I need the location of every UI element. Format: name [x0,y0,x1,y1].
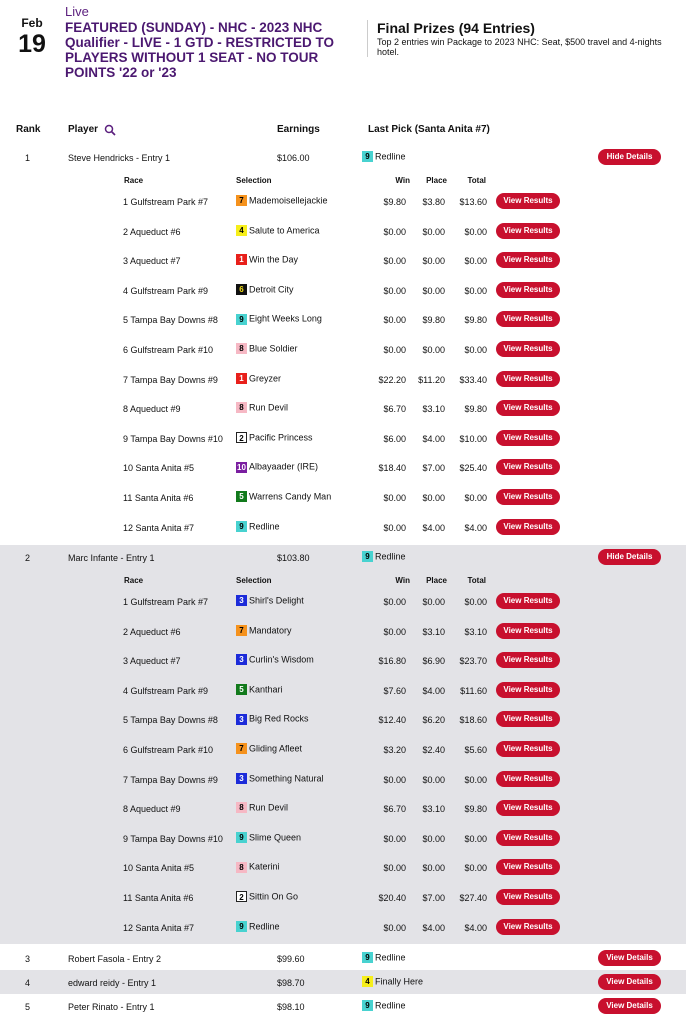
race-win: $0.00 [383,522,406,533]
race-place: $0.00 [422,285,445,296]
race-place: $0.00 [422,833,445,844]
race-name: 2 Aqueduct #6 [123,226,181,237]
entry-rank: 5 [25,1002,31,1012]
saddle-cloth-badge: 5 [236,491,247,502]
column-last-pick: Last Pick (Santa Anita #7) [368,124,490,135]
sub-column-race: Race [124,176,144,185]
horse-name: Redline [375,1000,406,1011]
sub-column-win: Win [395,176,410,185]
saddle-cloth-badge: 1 [236,373,247,384]
race-selection [236,432,313,443]
leaderboard-entry [0,145,686,544]
hide-details-button[interactable]: Hide Details [598,149,661,165]
race-win: $0.00 [383,493,406,503]
contest-header [0,0,686,100]
race-win: $20.40 [378,893,406,903]
entry-earnings: $98.70 [277,978,305,988]
date-day: 19 [18,30,46,58]
saddle-cloth-badge: 4 [362,976,373,987]
view-results-button[interactable]: View Results [496,282,560,298]
race-place: $0.00 [422,256,445,267]
saddle-cloth-badge: 9 [236,832,247,843]
race-place: $3.10 [422,804,445,815]
entry-rank: 4 [25,978,31,988]
saddle-cloth-badge: 5 [236,684,247,695]
race-name: 5 Tampa Bay Downs #8 [123,315,218,326]
race-win: $0.00 [383,597,406,607]
view-details-button[interactable]: View Details [598,998,661,1014]
race-selection [236,891,298,902]
horse-name: Kanthari [249,684,283,695]
hide-details-button[interactable]: Hide Details [598,549,661,565]
race-place: $0.00 [422,493,445,503]
race-name: 10 Santa Anita #5 [123,863,195,874]
horse-name: Run Devil [249,402,289,413]
race-win: $16.80 [378,656,406,667]
view-results-button[interactable]: View Results [496,489,560,505]
race-place: $9.80 [422,315,445,326]
race-total: $23.70 [459,656,487,667]
sub-column-total: Total [467,576,486,585]
race-place: $4.00 [422,685,445,696]
race-total: $13.60 [459,197,487,207]
saddle-cloth-badge: 6 [236,284,247,295]
race-total: $0.00 [464,256,487,267]
race-selection [236,861,280,872]
entry-rank: 3 [25,954,31,964]
column-rank[interactable]: Rank [16,124,41,135]
saddle-cloth-badge: 8 [236,343,247,354]
live-status: Live [65,4,89,19]
race-total: $25.40 [459,463,487,474]
race-place: $6.20 [422,715,445,726]
sub-column-place: Place [426,576,447,585]
race-selection [236,743,302,754]
view-results-button[interactable]: View Results [496,919,560,935]
column-player[interactable]: Player [68,124,99,135]
view-results-button[interactable]: View Results [496,859,560,875]
view-details-button[interactable]: View Details [598,974,661,990]
view-results-button[interactable]: View Results [496,459,560,475]
race-place: $11.20 [418,374,445,385]
race-win: $22.20 [378,374,406,385]
horse-name: Warrens Candy Man [249,491,332,502]
entry-player-name: edward reidy - Entry 1 [68,978,157,988]
view-results-button[interactable]: View Results [496,741,560,757]
race-win: $0.00 [383,922,406,933]
entry-last-pick [362,1000,406,1011]
race-win: $0.00 [383,226,406,237]
race-name: 10 Santa Anita #5 [123,463,195,474]
contest-date [14,16,50,58]
sub-column-selection: Selection [236,576,272,585]
race-name: 12 Santa Anita #7 [123,922,195,933]
view-results-button[interactable]: View Results [496,341,560,357]
sub-column-race: Race [124,576,144,585]
race-win: $7.60 [383,685,406,696]
prizes-description: Top 2 entries win Package to 2023 NHC: Seat, $500 travel and 4-nights hotel. [377,37,662,57]
saddle-cloth-badge: 3 [236,773,247,784]
saddle-cloth-badge: 9 [236,314,247,325]
sub-column-win: Win [395,576,410,585]
entry-rank: 2 [25,553,31,563]
leaderboard-entry [0,545,686,944]
horse-name: Detroit City [249,284,294,295]
race-selection [236,521,280,532]
race-place: $4.00 [422,922,445,933]
race-name: 2 Aqueduct #6 [123,626,181,637]
horse-name: Redline [375,952,406,963]
race-place: $0.00 [422,226,445,237]
race-win: $6.00 [383,433,406,444]
race-name: 3 Aqueduct #7 [123,656,181,667]
race-selection [236,713,309,724]
race-win: $0.00 [383,626,406,637]
race-selection [236,225,320,236]
view-results-button[interactable]: View Results [496,193,560,209]
race-name: 11 Santa Anita #6 [123,893,194,903]
race-win: $0.00 [383,833,406,844]
race-place: $7.00 [422,463,445,474]
saddle-cloth-badge: 4 [236,225,247,236]
race-place: $3.80 [422,197,445,207]
contest-title: FEATURED (SUNDAY) - NHC - 2023 NHC Qualifier - LIVE - 1 GTD - RESTRICTED TO PLAYERS WITHOUT 1 SEAT - NO TOUR POINTS '22 or '23 [65,20,335,80]
race-name: 11 Santa Anita #6 [123,493,194,503]
race-win: $18.40 [378,463,406,474]
date-month: Feb [21,16,43,30]
horse-name: Curlin's Wisdom [249,654,314,665]
horse-name: Gliding Afleet [249,743,303,754]
saddle-cloth-badge: 9 [362,151,373,162]
saddle-cloth-badge: 7 [236,625,247,636]
race-total: $9.80 [464,404,487,415]
race-place: $0.00 [422,597,445,607]
view-results-button[interactable]: View Results [496,652,560,668]
race-total: $27.40 [459,893,487,903]
saddle-cloth-badge: 7 [236,743,247,754]
view-results-button[interactable]: View Results [496,223,560,239]
race-name: 4 Gulfstream Park #9 [123,285,209,296]
race-total: $33.40 [459,374,487,385]
horse-name: Shirl's Delight [249,595,304,606]
race-selection [236,313,322,324]
race-selection [236,654,314,665]
race-name: 9 Tampa Bay Downs #10 [123,833,223,844]
race-name: 12 Santa Anita #7 [123,522,195,533]
race-total: $10.00 [459,433,487,444]
race-place: $0.00 [422,774,445,785]
race-selection [236,461,318,472]
race-selection [236,254,298,265]
horse-name: Salute to America [249,225,320,236]
race-selection [236,195,328,206]
saddle-cloth-badge: 7 [236,195,247,206]
race-total: $0.00 [464,493,487,503]
race-selection [236,595,304,606]
horse-name: Katerini [249,862,280,873]
race-win: $0.00 [383,256,406,267]
horse-name: Blue Soldier [249,343,298,354]
race-total: $9.80 [464,804,487,815]
race-selection [236,491,331,502]
prizes-panel [367,20,667,57]
saddle-cloth-badge: 9 [362,952,373,963]
race-name: 4 Gulfstream Park #9 [123,685,209,696]
race-total: $11.60 [460,685,487,696]
race-total: $0.00 [464,345,487,355]
race-total: $0.00 [464,774,487,785]
race-total: $3.10 [464,626,487,637]
leaderboard-entry [0,946,686,970]
race-name: 5 Tampa Bay Downs #8 [123,715,218,726]
saddle-cloth-badge: 3 [236,595,247,606]
race-name: 1 Gulfstream Park #7 [123,197,209,207]
race-win: $0.00 [383,315,406,326]
entry-player-name: Peter Rinato - Entry 1 [68,1002,155,1012]
view-details-button[interactable]: View Details [598,950,661,966]
entry-last-pick [362,551,406,562]
race-place: $6.90 [422,656,445,667]
race-place: $3.10 [422,626,445,637]
horse-name: Mandatory [249,625,292,636]
race-name: 7 Tampa Bay Downs #9 [123,374,218,385]
saddle-cloth-badge: 8 [236,862,247,873]
saddle-cloth-badge: 8 [236,802,247,813]
race-selection [236,773,324,784]
saddle-cloth-badge: 9 [236,921,247,932]
horse-name: Sittin On Go [249,891,299,902]
view-results-button[interactable]: View Results [496,400,560,416]
race-total: $4.00 [464,522,487,533]
leaderboard-entry [0,970,686,994]
race-selection [236,284,294,295]
race-place: $0.00 [422,345,445,355]
race-selection [236,625,292,636]
horse-name: Slime Queen [249,832,302,843]
entry-earnings: $98.10 [277,1002,305,1012]
saddle-cloth-badge: 9 [362,1000,373,1011]
race-selection [236,921,280,932]
horse-name: Run Devil [249,802,289,813]
entry-last-pick [362,976,423,987]
race-selection [236,802,288,813]
race-selection [236,832,301,843]
entry-last-pick [362,151,406,162]
view-results-button[interactable]: View Results [496,623,560,639]
horse-name: Finally Here [375,976,424,987]
entry-earnings: $106.00 [277,153,310,163]
race-total: $9.80 [464,315,487,326]
saddle-cloth-badge: 8 [236,402,247,413]
race-total: $0.00 [464,597,487,607]
race-name: 6 Gulfstream Park #10 [123,345,214,355]
race-win: $0.00 [383,345,406,355]
race-place: $0.00 [422,863,445,874]
horse-name: Redline [375,151,406,162]
view-results-button[interactable]: View Results [496,800,560,816]
view-results-button[interactable]: View Results [496,830,560,846]
horse-name: Eight Weeks Long [249,314,322,325]
view-results-button[interactable]: View Results [496,771,560,787]
race-total: $5.60 [464,745,487,755]
horse-name: Albayaader (IRE) [249,462,319,473]
view-results-button[interactable]: View Results [496,519,560,535]
leaderboard-entry [0,994,686,1018]
view-results-button[interactable]: View Results [496,371,560,387]
race-win: $12.40 [378,715,406,726]
race-selection [236,402,288,413]
entry-earnings: $99.60 [277,954,305,964]
horse-name: Something Natural [249,773,324,784]
race-selection [236,373,281,384]
race-name: 8 Aqueduct #9 [123,404,181,415]
race-place: $4.00 [422,433,445,444]
race-total: $18.60 [459,715,487,726]
horse-name: Pacific Princess [249,432,313,443]
race-win: $0.00 [383,863,406,874]
entry-player-name: Steve Hendricks - Entry 1 [68,153,171,163]
race-name: 3 Aqueduct #7 [123,256,181,267]
horse-name: Big Red Rocks [249,714,309,725]
race-selection [236,684,283,695]
sub-column-total: Total [467,176,486,185]
horse-name: Greyzer [249,373,282,384]
view-results-button[interactable]: View Results [496,711,560,727]
view-results-button[interactable]: View Results [496,682,560,698]
race-total: $4.00 [464,922,487,933]
race-total: $0.00 [464,226,487,237]
entry-last-pick [362,952,406,963]
saddle-cloth-badge: 3 [236,654,247,665]
race-name: 6 Gulfstream Park #10 [123,745,214,755]
race-total: $0.00 [464,285,487,296]
race-win: $3.20 [383,745,406,755]
horse-name: Redline [375,551,406,562]
saddle-cloth-badge: 1 [236,254,247,265]
entry-earnings: $103.80 [277,553,310,563]
race-name: 7 Tampa Bay Downs #9 [123,774,218,785]
sub-column-selection: Selection [236,176,272,185]
race-win: $9.80 [383,197,406,207]
race-name: 9 Tampa Bay Downs #10 [123,433,223,444]
race-win: $0.00 [383,774,406,785]
view-results-button[interactable]: View Results [496,430,560,446]
entry-player-name: Robert Fasola - Entry 2 [68,954,162,964]
race-place: $4.00 [422,522,445,533]
view-results-button[interactable]: View Results [496,889,560,905]
entry-player-name: Marc Infante - Entry 1 [68,553,155,563]
race-win: $0.00 [383,285,406,296]
saddle-cloth-badge: 3 [236,714,247,725]
race-name: 8 Aqueduct #9 [123,804,181,815]
race-name: 1 Gulfstream Park #7 [123,597,209,607]
race-win: $6.70 [383,804,406,815]
sub-column-place: Place [426,176,447,185]
column-earnings[interactable]: Earnings [277,124,320,135]
view-results-button[interactable]: View Results [496,252,560,268]
horse-name: Win the Day [249,254,299,265]
saddle-cloth-badge: 9 [362,551,373,562]
saddle-cloth-badge: 2 [236,432,247,443]
saddle-cloth-badge: 10 [237,462,246,472]
view-results-button[interactable]: View Results [496,311,560,327]
race-place: $7.00 [422,893,445,903]
view-results-button[interactable]: View Results [496,593,560,609]
race-place: $3.10 [422,404,445,415]
horse-name: Mademoisellejackie [249,195,328,206]
race-selection [236,343,298,354]
search-icon[interactable] [104,124,116,136]
prizes-title: Final Prizes (94 Entries) [377,20,535,36]
race-place: $2.40 [422,745,445,755]
horse-name: Redline [249,921,280,932]
race-total: $0.00 [464,833,487,844]
race-win: $6.70 [383,404,406,415]
entry-rank: 1 [25,153,31,163]
saddle-cloth-badge: 2 [236,891,247,902]
race-total: $0.00 [464,863,487,874]
saddle-cloth-badge: 9 [236,521,247,532]
horse-name: Redline [249,521,280,532]
